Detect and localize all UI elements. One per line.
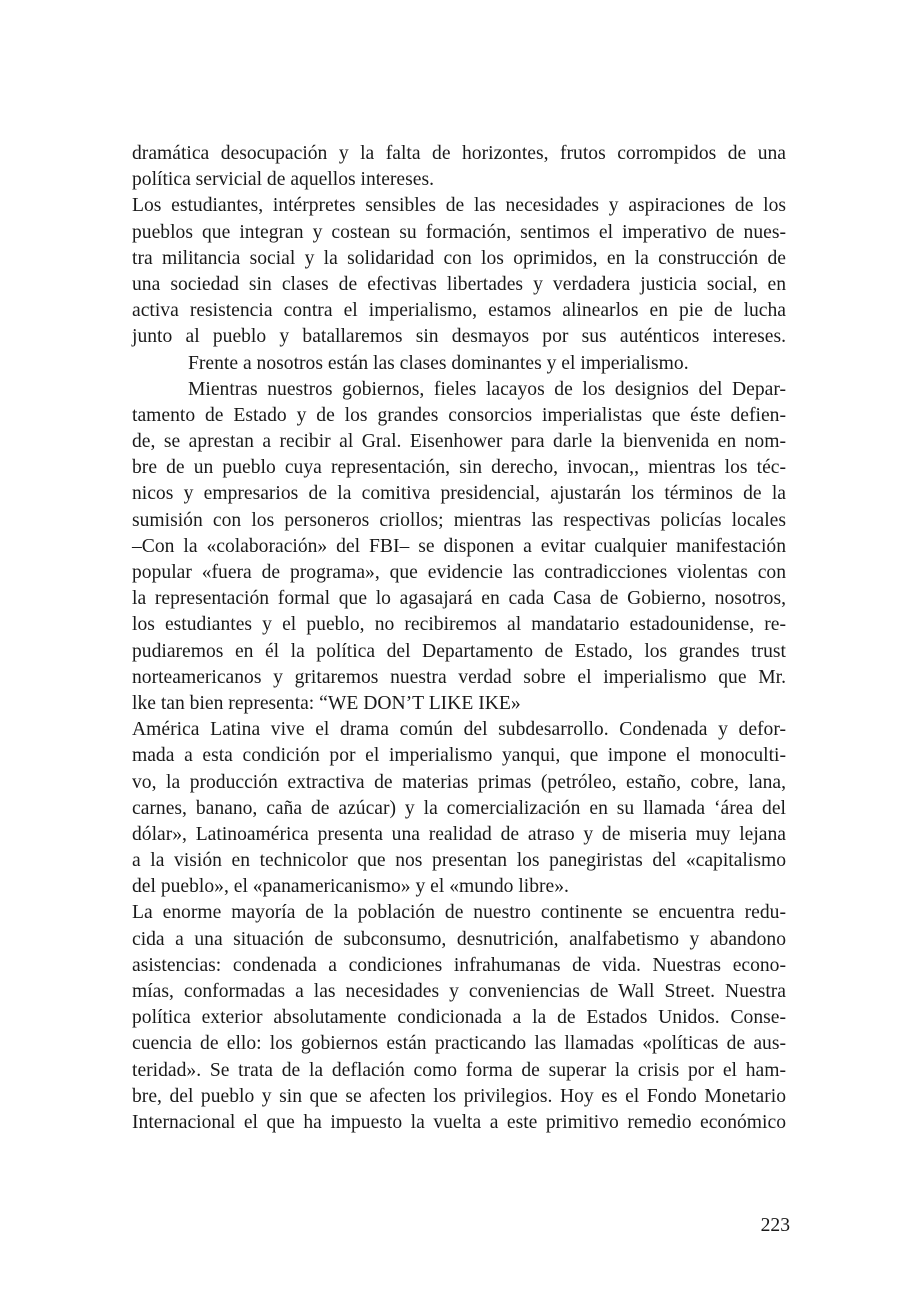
text-line: bre de un pueblo cuya representación, sin derecho, invocan,, mientras los téc- bbox=[132, 457, 786, 479]
text-line: pueblos que integran y costean su formación, sentimos el imperativo de nues- bbox=[132, 221, 786, 243]
page-number: 223 bbox=[760, 1215, 790, 1236]
text-line: nicos y empresarios de la comitiva presidencial, ajustarán los términos de la bbox=[132, 483, 786, 505]
text-line: La enorme mayoría de la población de nuestro continente se encuentra redu- bbox=[132, 902, 786, 924]
text-line: carnes, banano, caña de azúcar) y la comercialización en su llamada ‘área del bbox=[132, 797, 786, 819]
text-line: –Con la «colaboración» del FBI– se disponen a evitar cualquier manifestación bbox=[132, 535, 786, 557]
text-line: tra militancia social y la solidaridad con los oprimidos, en la construcción de bbox=[132, 247, 786, 269]
text-line: teridad». Se trata de la deflación como forma de superar la crisis por el ham- bbox=[132, 1059, 786, 1081]
text-line: activa resistencia contra el imperialismo, estamos alinearlos en pie de lucha bbox=[132, 300, 786, 322]
text-line: Los estudiantes, intérpretes sensibles de las necesidades y aspiraciones de los bbox=[132, 195, 786, 217]
text-line: del pueblo», el «panamericanismo» y el «mundo libre». bbox=[132, 876, 569, 898]
text-line: dólar», Latinoamérica presenta una realidad de atraso y de miseria muy lejana bbox=[132, 823, 786, 845]
text-line: sumisión con los personeros criollos; mientras las respectivas policías locales bbox=[132, 509, 786, 531]
text-line: lke tan bien representa: “WE DON’T LIKE IKE» bbox=[132, 692, 521, 714]
text-line: una sociedad sin clases de efectivas libertades y verdadera justicia social, en bbox=[132, 273, 786, 295]
text-line: junto al pueblo y batallaremos sin desmayos por sus auténticos intereses. bbox=[132, 326, 786, 348]
text-line: bre, del pueblo y sin que se afecten los privilegios. Hoy es el Fondo Monetario bbox=[132, 1085, 786, 1107]
text-line: Mientras nuestros gobiernos, fieles lacayos de los designios del Depar- bbox=[188, 378, 786, 400]
text-line: Internacional el que ha impuesto la vuelta a este primitivo remedio económico bbox=[132, 1111, 786, 1133]
text-line: América Latina vive el drama común del subdesarrollo. Condenada y defor- bbox=[132, 719, 786, 741]
text-line: a la visión en technicolor que nos presentan los panegiristas del «capitalismo bbox=[132, 850, 786, 872]
text-line: cuencia de ello: los gobiernos están practicando las llamadas «políticas de aus- bbox=[132, 1033, 786, 1055]
text-line: asistencias: condenada a condiciones infrahumanas de vida. Nuestras econo- bbox=[132, 954, 786, 976]
text-line: los estudiantes y el pueblo, no recibiremos al mandatario estadounidense, re- bbox=[132, 614, 786, 636]
text-line: la representación formal que lo agasajará en cada Casa de Gobierno, nosotros, bbox=[132, 588, 786, 610]
text-line: tamento de Estado y de los grandes consorcios imperialistas que éste defien- bbox=[132, 404, 786, 426]
text-line: norteamericanos y gritaremos nuestra verdad sobre el imperialismo que Mr. bbox=[132, 666, 786, 688]
text-line: vo, la producción extractiva de materias primas (petróleo, estaño, cobre, lana, bbox=[132, 771, 786, 793]
body-text bbox=[132, 141, 786, 1136]
text-line: política exterior absolutamente condicionada a la de Estados Unidos. Conse- bbox=[132, 1007, 786, 1029]
text-line: mada a esta condición por el imperialismo yanqui, que impone el monoculti- bbox=[132, 745, 786, 767]
text-line: popular «fuera de programa», que evidencie las contradicciones violentas con bbox=[132, 562, 786, 583]
text-line: pudiaremos en él la política del Departamento de Estado, los grandes trust bbox=[132, 640, 786, 662]
text-line: dramática desocupación y la falta de horizontes, frutos corrompidos de una bbox=[132, 143, 786, 164]
text-line: cida a una situación de subconsumo, desnutrición, analfabetismo y abandono bbox=[132, 928, 786, 950]
text-line: mías, conformadas a las necesidades y conveniencias de Wall Street. Nuestra bbox=[132, 981, 786, 1002]
text-line: Frente a nosotros están las clases dominantes y el imperialismo. bbox=[188, 352, 689, 374]
text-line: política servicial de aquellos intereses. bbox=[132, 169, 434, 191]
text-line: de, se aprestan a recibir al Gral. Eisenhower para darle la bienvenida en nom- bbox=[132, 431, 786, 453]
